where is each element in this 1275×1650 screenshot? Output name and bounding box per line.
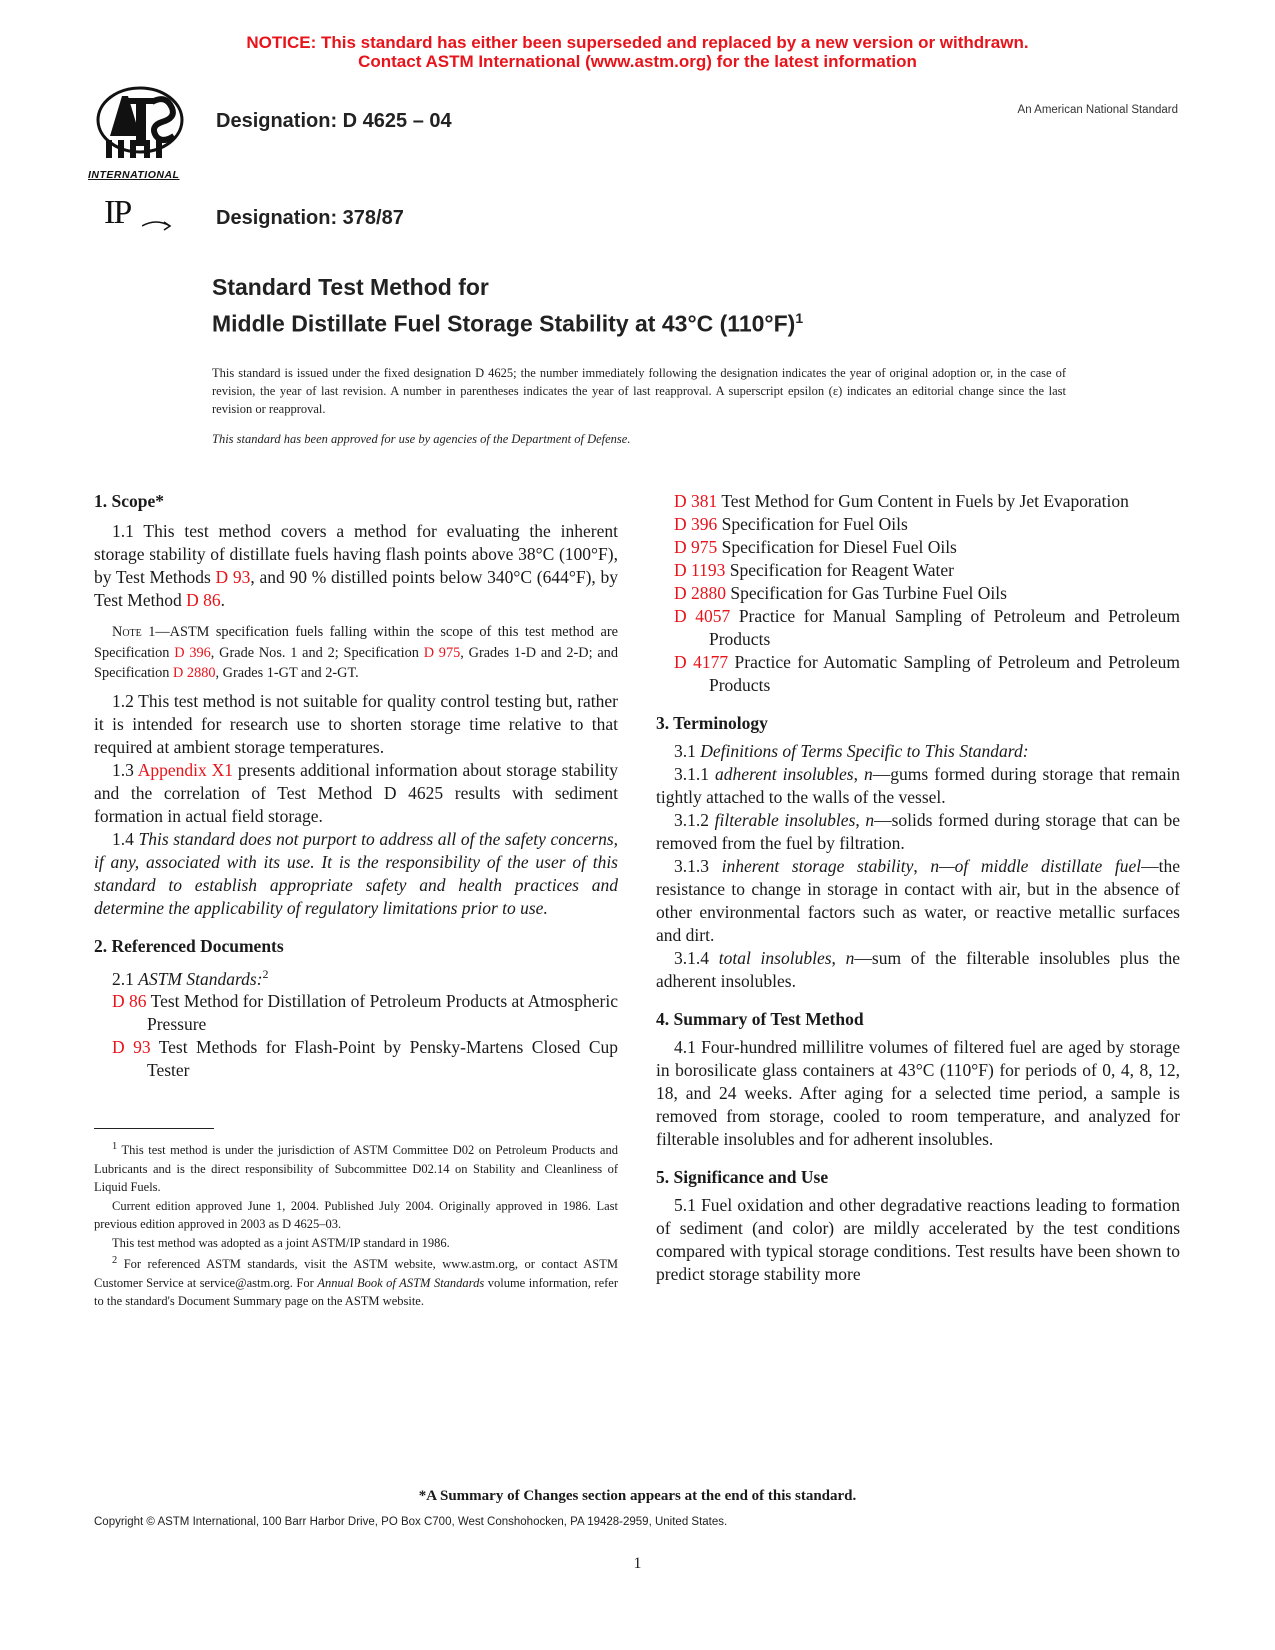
- link-d396[interactable]: D 396: [174, 644, 211, 661]
- notice-line-2: Contact ASTM International (www.astm.org) for the latest information: [358, 52, 917, 71]
- link-appendix-x1[interactable]: Appendix X1: [137, 759, 234, 780]
- title-line-1: Standard Test Method for: [212, 274, 489, 300]
- terminology-heading: 3. Terminology: [656, 713, 768, 733]
- section-3-1: 3.1 Definitions of Terms Specific to This Standard:: [674, 741, 1029, 761]
- ref-d975: D 975 Specification for Diesel Fuel Oils: [674, 537, 957, 557]
- astm-logo: [88, 84, 192, 181]
- footnote-divider: [94, 1128, 214, 1129]
- dod-approval: This standard has been approved for use by agencies of the Department of Defense.: [212, 432, 631, 446]
- ref-d975-link[interactable]: D 975: [674, 537, 718, 557]
- section-3-1-4: 3.1.4 total insolubles, n—sum of the filterable insolubles plus the adherent insolubles.: [656, 948, 1181, 991]
- astm-designation: Designation: D 4625 – 04: [216, 110, 452, 132]
- referenced-documents-heading: 2. Referenced Documents: [94, 935, 284, 956]
- note-1: Note 1—ASTM specification fuels falling within the scope of this test method are Specification D 396, Grade Nos. 1 and 2; Specification D 975, Grades 1-D and 2-D; and Specification D 2880, Grades 1-GT and 2-GT.: [94, 624, 618, 681]
- footnote-2: $^2$ For referenced ASTM standards, visit the ASTM website, www.astm.org, or contact ASTM Customer Service at service@astm.org. For Annual Book of ASTM Standards volume information, refer to the standard's Document Summary page on the ASTM website.: [94, 1255, 618, 1309]
- footnote-1: $^1$ This test method is under the jurisdiction of ASTM Committee D02 on Petroleum Products and Lubricants and is the direct responsibility of Subcommittee D02.14 on Stability and Cleanliness of Liquid Fuels.: [94, 1141, 618, 1195]
- significance-heading: 5. Significance and Use: [656, 1167, 829, 1187]
- ref-d86: D 86 Test Method for Distillation of Petroleum Products at Atmospheric Pressure: [112, 991, 618, 1035]
- ref-d2880: D 2880 Specification for Gas Turbine Fuel Oils: [674, 583, 1007, 603]
- footnotes: [94, 1138, 618, 1311]
- link-d93[interactable]: D 93: [215, 567, 251, 587]
- ref-d93: D 93 Test Methods for Flash-Point by Pensky-Martens Closed Cup Tester: [112, 1037, 618, 1081]
- section-5-1: 5.1 Fuel oxidation and other degradative reactions leading to formation of sediment (and color) are mildly accelerated by the test conditions compared with typical storage conditions. Test results have been shown to predict storage stability more: [656, 1195, 1180, 1284]
- link-d975[interactable]: D 975: [423, 644, 461, 661]
- section-2-1: 2.1 ASTM Standards:$^2$: [112, 966, 269, 989]
- section-3-1-3: 3.1.3 inherent storage stability, n—of middle distillate fuel—the resistance to change in storage in contact with air, but in the absence of other environmental factors such as water, or reactive metallic surfaces and dirt.: [656, 856, 1181, 945]
- section-4-1: 4.1 Four-hundred millilitre volumes of filtered fuel are aged by storage in borosilicate glass containers at 43°C (110°F) for periods of 0, 4, 8, 12, 18, and 24 weeks. After aging for a selected time period, a sample is removed from storage, cooled to room temperature, and analyzed for filterable insolubles and for adherent insolubles.: [656, 1037, 1180, 1149]
- ip-logo: [104, 196, 174, 236]
- ref-d4057: D 4057 Practice for Manual Sampling of Petroleum and Petroleum Products: [674, 606, 1180, 649]
- summary-of-changes-note: *A Summary of Changes section appears at the end of this standard.: [418, 1488, 857, 1504]
- american-national-standard: An American National Standard: [1017, 104, 1178, 116]
- section-1-1: 1.1 This test method covers a method for evaluating the inherent storage stability of distillate fuels having flash points above 38°C (100°F), by Test Methods D 93, and 90 % distilled points below 340°C (644°F), by Test Method D 86.: [94, 521, 619, 610]
- ip-logo-text: IP: [104, 194, 131, 231]
- astm-logo-text: INTERNATIONAL: [88, 169, 180, 181]
- ref-d4177: D 4177 Practice for Automatic Sampling of Petroleum and Petroleum Products: [674, 652, 1180, 695]
- section-3-1-1: 3.1.1 adherent insolubles, n—gums formed during storage that remain tightly attached to the walls of the vessel.: [656, 764, 1181, 807]
- ref-d1193-link[interactable]: D 1193: [674, 560, 726, 580]
- scope-heading: 1. Scope*: [94, 491, 164, 511]
- section-1-4: 1.4 This standard does not purport to address all of the safety concerns, if any, associated with its use. It is the responsibility of the user of this standard to establish appropriate safety and health practices and determine the applicability of regulatory limitations prior to use.: [94, 828, 619, 918]
- ref-d381: D 381 Test Method for Gum Content in Fuels by Jet Evaporation: [674, 491, 1129, 511]
- summary-heading: 4. Summary of Test Method: [656, 1009, 864, 1029]
- link-d86[interactable]: D 86: [186, 590, 221, 610]
- ref-d93-link[interactable]: D 93: [112, 1037, 151, 1058]
- section-1-3: 1.3 Appendix X1 presents additional information about storage stability and the correlation of Test Method D 4625 results with sediment formation in actual field storage.: [94, 759, 618, 826]
- footnote-1-edition: Current edition approved June 1, 2004. Published July 2004. Originally approved in 1986. Last previous edition approved in 2003 as D 4625–03.: [94, 1198, 618, 1232]
- ref-d4057-link[interactable]: D 4057: [674, 606, 731, 626]
- ref-d381-link[interactable]: D 381: [674, 491, 718, 511]
- issued-statement: This standard is issued under the fixed designation D 4625; the number immediately following the designation indicates the year of original adoption or, in the case of revision, the year of last revision. A number in parentheses indicates the year of last reapproval. A superscript epsilon (ε) indicates an editorial change since the last revision or reapproval.: [212, 366, 1066, 416]
- footnote-1-adoption: This test method was adopted as a joint ASTM/IP standard in 1986.: [112, 1235, 450, 1250]
- notice-line-1: NOTICE: This standard has either been superseded and replaced by a new version or withdrawn.: [246, 33, 1029, 52]
- title-line-2: Middle Distillate Fuel Storage Stability at 43°C $(110^\circ F)^1$: [212, 310, 804, 337]
- ip-designation: Designation: 378/87: [216, 207, 404, 229]
- ref-d4177-link[interactable]: D 4177: [674, 652, 729, 672]
- section-3-1-2: 3.1.2 filterable insolubles, n—solids formed during storage that can be removed from the fuel by filtration.: [656, 810, 1180, 853]
- section-1-2: 1.2 This test method is not suitable for quality control testing but, rather it is intended for research use to shorten storage time relative to that required at ambient storage temperatures.: [94, 690, 618, 757]
- copyright: Copyright © ASTM International, 100 Barr Harbor Drive, PO Box C700, West Conshohocken, PA 19428-2959, United States.: [94, 1516, 728, 1528]
- ref-d1193: D 1193 Specification for Reagent Water: [674, 560, 954, 580]
- ref-d86-link[interactable]: D 86: [112, 991, 147, 1012]
- page-number: 1: [633, 1555, 642, 1572]
- withdrawal-notice: [0, 33, 1275, 71]
- ref-d396: D 396 Specification for Fuel Oils: [674, 514, 908, 534]
- astm-logo-icon: [88, 84, 192, 162]
- document-title: [212, 272, 1112, 340]
- link-d2880[interactable]: D 2880: [173, 665, 216, 681]
- ip-logo-flourish-icon: [142, 216, 172, 232]
- ref-d2880-link[interactable]: D 2880: [674, 583, 727, 603]
- title-footnote-mark: 1: [795, 310, 804, 326]
- left-column: [94, 490, 618, 1082]
- right-column: [656, 490, 1180, 1286]
- ref-d396-link[interactable]: D 396: [674, 514, 718, 534]
